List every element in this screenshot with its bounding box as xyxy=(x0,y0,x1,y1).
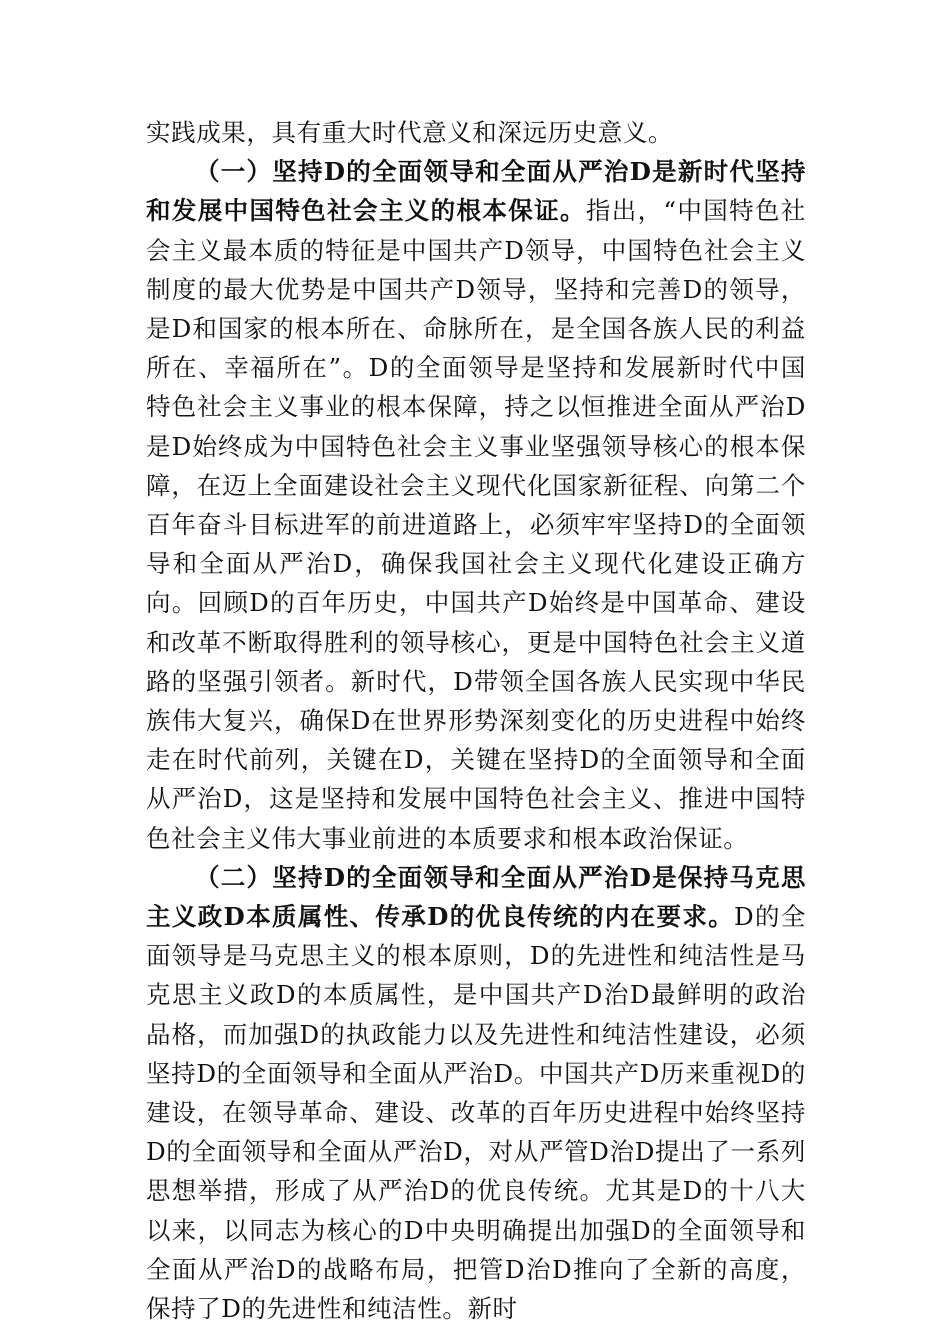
document-body xyxy=(146,113,806,1328)
paragraph-section-one xyxy=(146,152,806,858)
paragraph-text: 指出，“中国特色社会主义最本质的特征是中国共产D领导，中国特色社会主义制度的最大优势是中国共产D领导，坚持和完善D的领导，是D和国家的根本所在、命脉所在，是全国各族人民的利益所在、幸福所在”。D的全面领导是坚持和发展新时代中国特色社会主义事业的根本保障，持之以恒推进全面从严治D是D始终成为中国特色社会主义事业坚强领导核心的根本保障，在迈上全面建设社会主义现代化国家新征程、向第二个百年奋斗目标进军的前进道路上，必须牢牢坚持D的全面领导和全面从严治D，确保我国社会主义现代化建设正确方向。回顾D的百年历史，中国共产D始终是中国革命、建设和改革不断取得胜利的领导核心，更是中国特色社会主义道路的坚强引领者。新时代，D带领全国各族人民实现中华民族伟大复兴，确保D在世界形势深刻变化的历史进程中始终走在时代前列，关键在D，关键在坚持D的全面领导和全面从严治D，这是坚持和发展中国特色社会主义、推进中国特色社会主义伟大事业前进的本质要求和根本政治保证。 xyxy=(146,196,806,853)
paragraph-text: D的全面领导是马克思主义的根本原则，D的先进性和纯洁性是马克思主义政D的本质属性，是中国共产D治D最鲜明的政治品格，而加强D的执政能力以及先进性和纯洁性建设，必须坚持D的全面领导和全面从严治D。中国共产D历来重视D的建设，在领导革命、建设、改革的百年历史进程中始终坚持D的全面领导和全面从严治D，对从严管D治D提出了一系列思想举措，形成了从严治D的优良传统。尤其是D的十八大以来，以同志为核心的D中央明确提出加强D的全面领导和全面从严治D的战略布局，把管D治D推向了全新的高度，保持了D的先进性和纯洁性。新时 xyxy=(146,902,806,1324)
section-heading: （二）坚持D的全面领导和全面从严治D是保持马克思主义政D本质属性、传承D的优良传统的内在要求。 xyxy=(146,862,806,932)
paragraph-section-two xyxy=(146,858,806,1328)
paragraph-continuation xyxy=(146,113,806,152)
paragraph-text: 实践成果，具有重大时代意义和深远历史意义。 xyxy=(146,118,674,147)
section-heading: （一）坚持D的全面领导和全面从严治D是新时代坚持和发展中国特色社会主义的根本保证。 xyxy=(146,157,806,226)
